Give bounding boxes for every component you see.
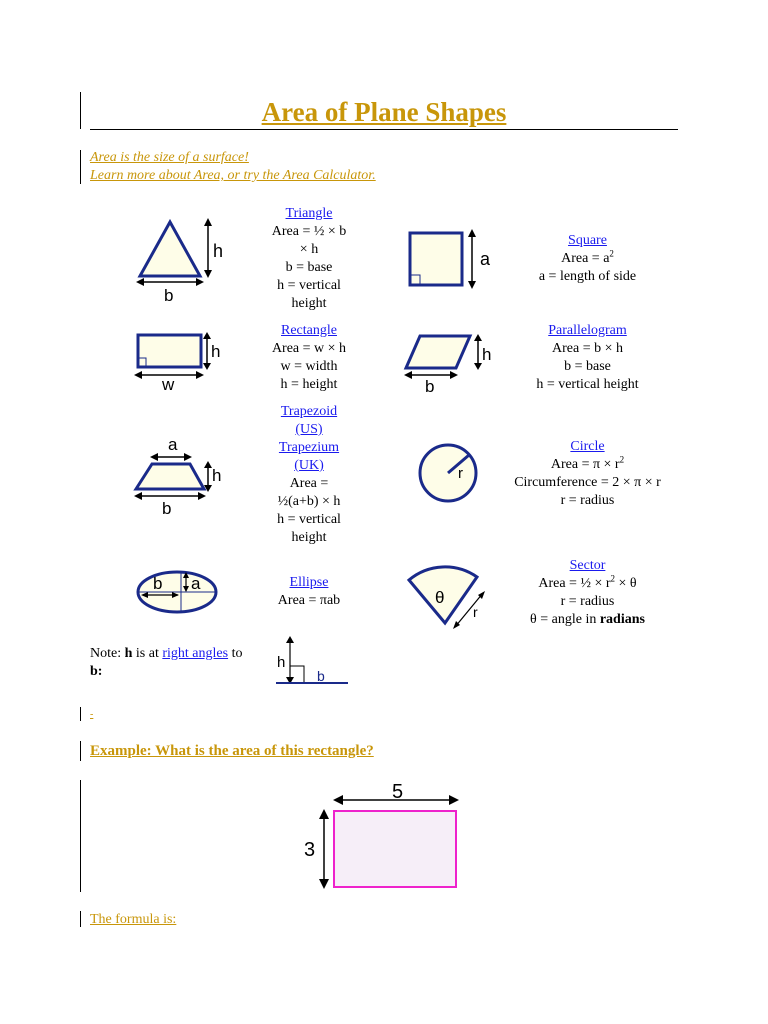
trapezoid-label-h: h	[212, 466, 222, 485]
note-text: Note: h is at right angles to b:	[90, 646, 243, 679]
triangle-link[interactable]: Triangle	[285, 206, 333, 221]
page-title: Area of Plane Shapes	[261, 97, 507, 127]
sector-info: Sector Area = ½ × $r^2 \times \theta$ r = radius θ = angle in radians	[530, 558, 645, 627]
ellipse-label-a: a	[191, 574, 201, 593]
circle-info: Circle Area = $\pi \times r^2$ Circumference = 2 × π × r r = radius	[514, 439, 661, 508]
ellipse-link[interactable]: Ellipse	[289, 575, 329, 590]
triangle-shape	[140, 222, 200, 276]
parallelogram-label-b: b	[425, 377, 435, 396]
margin-bar	[80, 92, 81, 129]
square-shape	[410, 233, 462, 285]
trapezium-link[interactable]: Trapezium	[278, 440, 340, 455]
right-angles-link[interactable]: right angles	[162, 646, 229, 661]
trapezoid-label-b: b	[162, 499, 172, 518]
triangle-diagram	[130, 210, 230, 305]
parallelogram-label-h: h	[482, 345, 492, 364]
title-divider	[90, 129, 678, 130]
rectangle-diagram	[130, 330, 230, 392]
triangle-label-b: b	[164, 286, 174, 305]
ellipse-label-b: b	[153, 574, 163, 593]
square-diagram	[400, 226, 510, 292]
example-width-label: 5	[392, 781, 404, 803]
circle-link[interactable]: Circle	[570, 439, 605, 454]
formula-intro: The formula is:	[90, 912, 177, 927]
margin-bar	[80, 911, 81, 927]
rectangle-info: Rectangle Area = w × h w = width h = height	[271, 323, 347, 392]
trapezoid-link[interactable]: Trapezoid	[280, 404, 338, 419]
trapezoid-shape	[136, 464, 204, 489]
right-angle-diagram	[272, 634, 352, 690]
dash-marker: -	[90, 709, 94, 720]
parallelogram-link[interactable]: Parallelogram	[548, 323, 627, 338]
ellipse-diagram	[133, 566, 223, 618]
margin-bar	[80, 150, 81, 184]
rectangle-label-h: h	[211, 342, 221, 361]
parallelogram-shape	[406, 336, 470, 368]
intro-line-1[interactable]: Area is the size of a surface!	[90, 150, 249, 165]
margin-bar	[80, 707, 81, 721]
example-heading: Example: What is the area of this rectangle?	[90, 743, 374, 759]
square-label-a: a	[480, 249, 491, 269]
circle-diagram	[410, 438, 490, 508]
margin-bar	[80, 780, 81, 892]
note-label-h: h	[277, 654, 286, 671]
triangle-info: Triangle Area = ½ × b × h b = base h = vertical height	[271, 206, 347, 311]
rectangle-shape	[138, 335, 201, 367]
square-link[interactable]: Square	[568, 233, 607, 248]
square-info: Square Area = $a^2$ a = length of side	[538, 233, 637, 284]
rectangle-label-w: w	[162, 375, 175, 392]
trapezoid-diagram	[128, 432, 238, 520]
sector-link[interactable]: Sector	[569, 558, 606, 573]
ellipse-info: Ellipse Area = πab	[277, 575, 341, 608]
note-label-b: b	[317, 668, 325, 684]
trapezoid-label-a: a	[168, 435, 178, 454]
circle-label-r: r	[458, 465, 463, 482]
intro-line-2[interactable]: Learn more about Area, or try the Area Calculator.	[90, 168, 376, 183]
rectangle-link[interactable]: Rectangle	[281, 323, 337, 338]
sector-label-r: r	[473, 604, 478, 620]
example-height-label: 3	[304, 839, 316, 861]
example-rectangle-shape	[334, 811, 456, 887]
parallelogram-info: Parallelogram Area = b × h b = base h = vertical height	[536, 323, 639, 392]
margin-bar	[80, 741, 81, 761]
example-rectangle-diagram	[298, 776, 468, 894]
triangle-label-h: h	[213, 241, 224, 261]
parallelogram-diagram	[398, 330, 508, 396]
sector-diagram	[405, 565, 505, 633]
trapezium-link-uk[interactable]: (UK)	[294, 458, 324, 473]
trapezoid-link-us[interactable]: (US)	[295, 422, 323, 437]
trapezoid-info: Trapezoid (US) Trapezium (UK) Area = ½(a+b) × h h = vertical height	[277, 404, 341, 545]
sector-label-theta: θ	[435, 588, 445, 607]
